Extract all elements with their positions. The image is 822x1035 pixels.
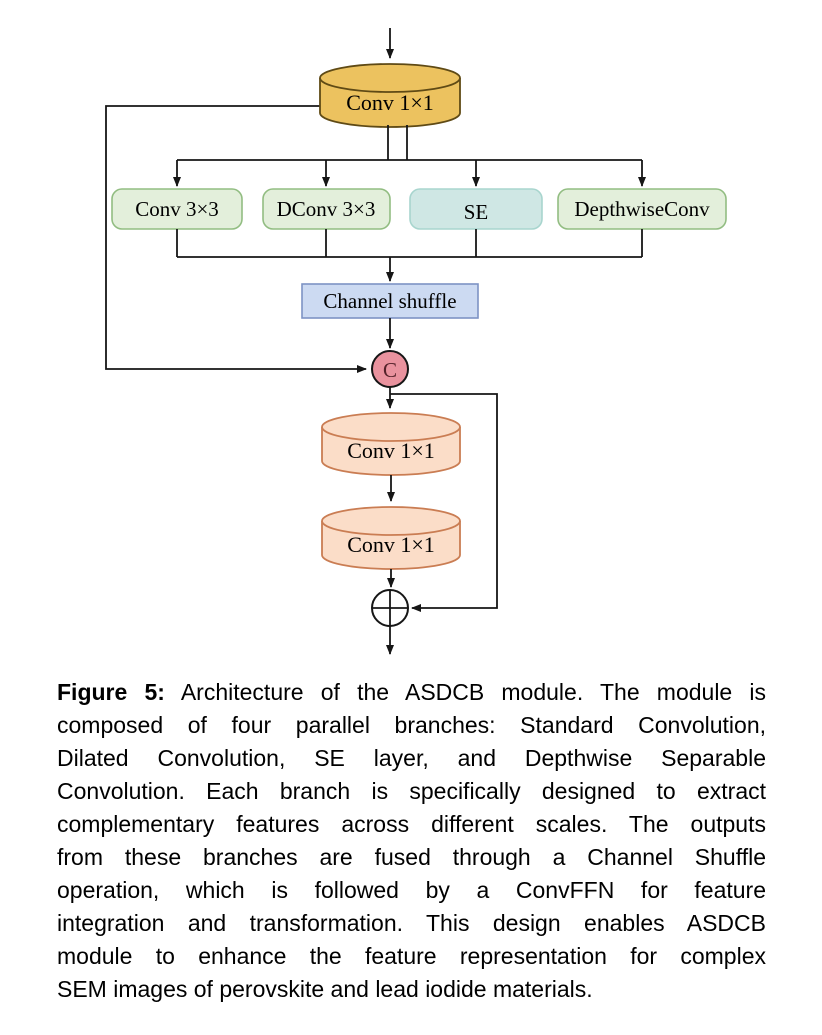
ffn2-label: Conv 1×1 <box>347 532 435 557</box>
node-branch-se <box>410 189 542 229</box>
ffn1-label: Conv 1×1 <box>347 438 435 463</box>
figure-caption <box>57 676 766 1006</box>
caption-line: SEM images of perovskite and lead iodide materials. <box>57 976 593 1002</box>
node-concat <box>372 351 408 387</box>
node-add <box>372 590 408 626</box>
caption-line-text: Architecture of the ASDCB module. The module is <box>180 679 767 705</box>
node-ffn-conv-2 <box>322 507 460 569</box>
caption-line: module to enhance the feature representation for complex <box>57 943 766 969</box>
caption-line: composed of four parallel branches: Standard Convolution, <box>57 712 766 738</box>
caption-line: integration and transformation. This design enables ASDCB <box>57 910 766 936</box>
branch-label-4: DepthwiseConv <box>574 197 710 221</box>
figure-label: Figure 5: <box>57 679 165 705</box>
branch-label-2: DConv 3×3 <box>276 197 376 221</box>
node-branch-depthwiseconv <box>558 189 726 229</box>
branch-label-1: Conv 3×3 <box>135 197 219 221</box>
input-conv-cylinder-top <box>320 64 460 92</box>
node-input-conv <box>320 64 460 127</box>
skip-connection-left <box>106 106 366 369</box>
caption-line <box>57 676 766 709</box>
node-ffn-conv-1 <box>322 413 460 475</box>
node-branch-conv3x3 <box>112 189 242 229</box>
channel-shuffle-label: Channel shuffle <box>323 289 457 313</box>
caption-line: from these branches are fused through a Channel Shuffle <box>57 844 766 870</box>
caption-line: complementary features across different scales. The outputs <box>57 811 766 837</box>
input-conv-label: Conv 1×1 <box>346 90 434 115</box>
ffn1-cylinder-top <box>322 413 460 441</box>
branch-label-3: SE <box>463 200 489 224</box>
node-branch-dconv3x3 <box>263 189 390 229</box>
concat-label: C <box>382 358 398 382</box>
ffn2-cylinder-top <box>322 507 460 535</box>
node-channel-shuffle <box>302 284 478 318</box>
caption-line: operation, which is followed by a ConvFFN for feature <box>57 877 766 903</box>
caption-line: Convolution. Each branch is specifically designed to extract <box>57 778 766 804</box>
caption-line: Dilated Convolution, SE layer, and Depthwise Separable <box>57 745 766 771</box>
